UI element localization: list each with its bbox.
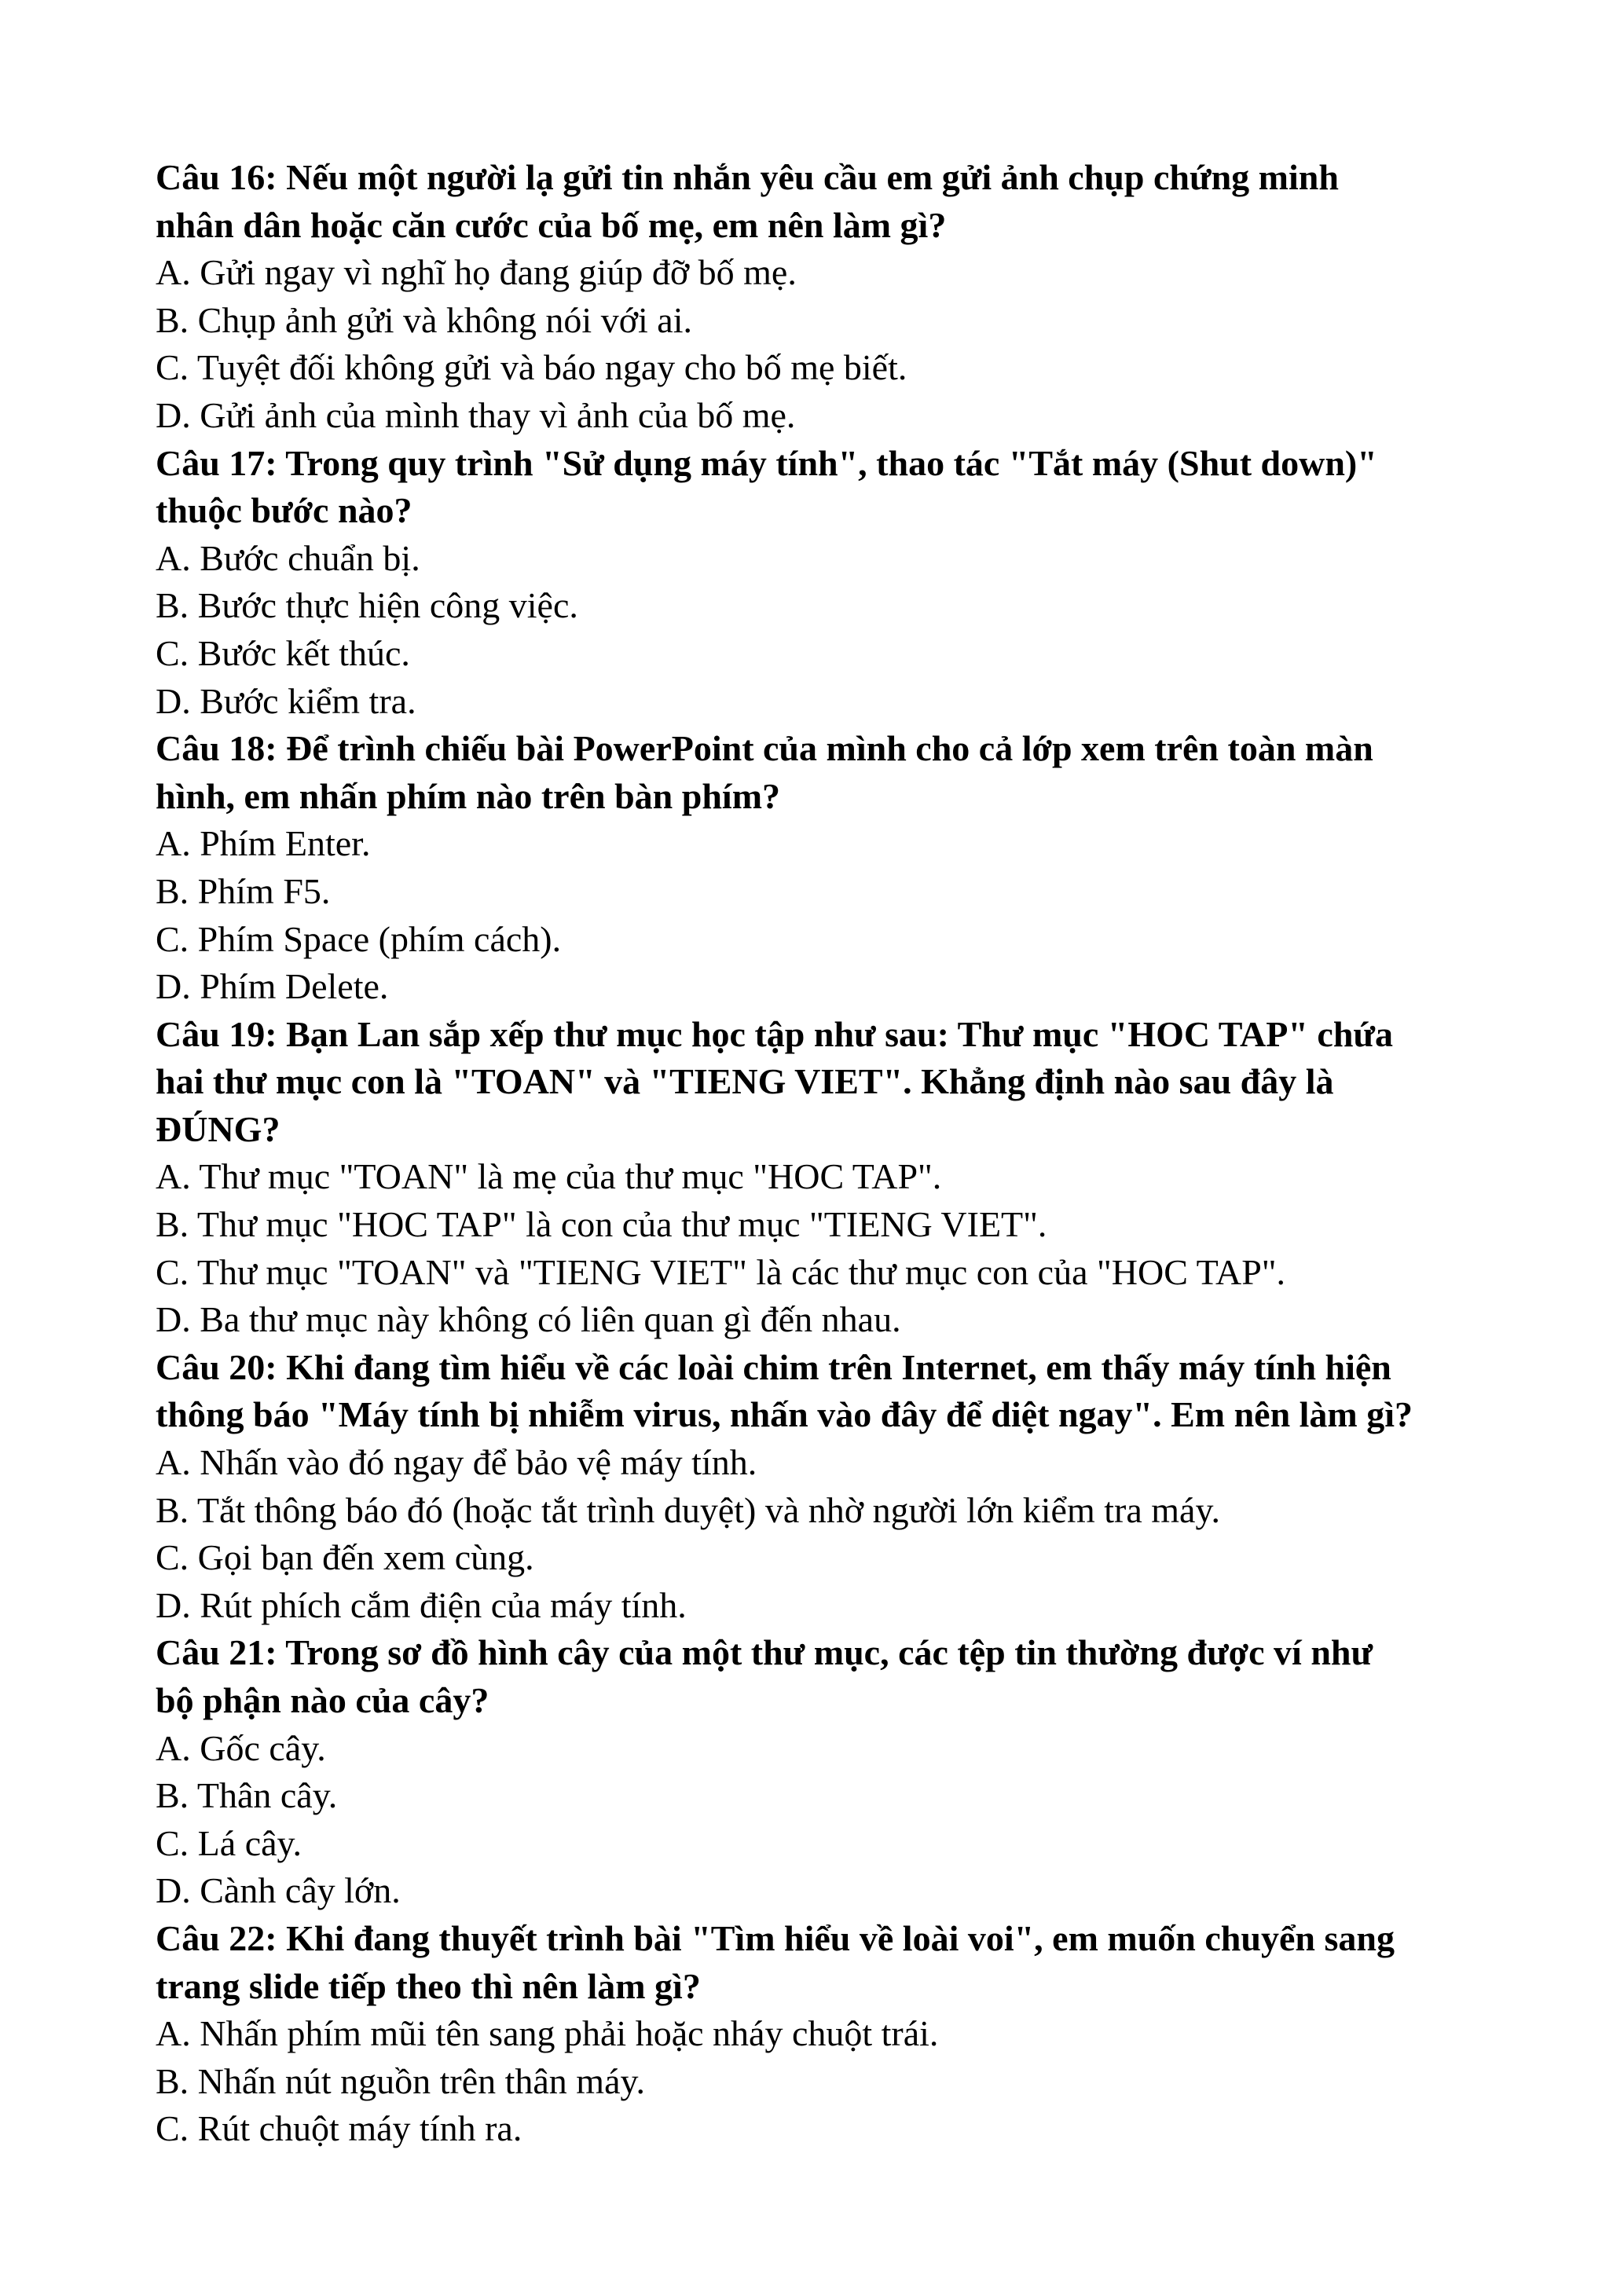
question-16: [156, 154, 1491, 440]
answer-option-c: C. Phím Space (phím cách).: [156, 918, 562, 959]
answer-option-b: B. Chụp ảnh gửi và không nói với ai.: [156, 299, 692, 340]
answer-option-a: A. Nhấn phím mũi tên sang phải hoặc nháy chuột trái.: [156, 2013, 939, 2054]
answer-option-d: D. Rút phích cắm điện của máy tính.: [156, 1584, 687, 1625]
answer-option-c: C. Rút chuột máy tính ra.: [156, 2108, 522, 2149]
question-18: [156, 725, 1491, 1011]
answer-option-b: B. Tắt thông báo đó (hoặc tắt trình duyệt) và nhờ người lớn kiểm tra máy.: [156, 1489, 1220, 1530]
answer-option-b: B. Bước thực hiện công việc.: [156, 585, 578, 626]
question-title: Câu 21: Trong sơ đồ hình cây của một thư mục, các tệp tin thường được ví như bộ phận nào của cây?: [156, 1632, 1373, 1720]
question-21: [156, 1629, 1491, 1915]
answer-option-c: C. Tuyệt đối không gửi và báo ngay cho bố mẹ biết.: [156, 347, 907, 388]
answer-option-c: C. Thư mục "TOAN" và "TIENG VIET" là các thư mục con của "HOC TAP".: [156, 1251, 1286, 1292]
answer-option-b: B. Nhấn nút nguồn trên thân máy.: [156, 2060, 646, 2101]
answer-option-c: C. Gọi bạn đến xem cùng.: [156, 1537, 534, 1578]
answer-option-b: B. Thư mục "HOC TAP" là con của thư mục "TIENG VIET".: [156, 1204, 1047, 1245]
question-19: [156, 1011, 1491, 1344]
question-title: Câu 18: Để trình chiếu bài PowerPoint của mình cho cả lớp xem trên toàn màn hình, em nhấn phím nào trên bàn phím?: [156, 728, 1373, 816]
answer-option-d: D. Phím Delete.: [156, 966, 389, 1007]
answer-option-b: B. Phím F5.: [156, 870, 331, 911]
answer-option-a: A. Thư mục "TOAN" là mẹ của thư mục "HOC TAP".: [156, 1156, 942, 1197]
question-title: Câu 19: Bạn Lan sắp xếp thư mục học tập như sau: Thư mục "HOC TAP" chứa hai thư mục con là "TOAN" và "TIENG VIET". Khẳng định nào sau đây là ĐÚNG?: [156, 1013, 1394, 1149]
answer-option-a: A. Bước chuẩn bị.: [156, 537, 420, 578]
question-17: [156, 440, 1491, 726]
document-page: [156, 154, 1491, 2153]
answer-option-a: A. Gốc cây.: [156, 1727, 326, 1768]
answer-option-a: A. Nhấn vào đó ngay để bảo vệ máy tính.: [156, 1442, 757, 1483]
question-title: Câu 22: Khi đang thuyết trình bài "Tìm hiểu về loài voi", em muốn chuyển sang trang slide tiếp theo thì nên làm gì?: [156, 1917, 1395, 2006]
answer-option-a: A. Phím Enter.: [156, 823, 371, 864]
answer-option-a: A. Gửi ngay vì nghĩ họ đang giúp đỡ bố mẹ.: [156, 252, 797, 293]
answer-option-d: D. Cành cây lớn.: [156, 1870, 401, 1911]
answer-option-d: D. Bước kiểm tra.: [156, 680, 416, 721]
question-title: Câu 16: Nếu một người lạ gửi tin nhắn yêu cầu em gửi ảnh chụp chứng minh nhân dân hoặc căn cước của bố mẹ, em nên làm gì?: [156, 157, 1339, 245]
answer-option-c: C. Bước kết thúc.: [156, 632, 410, 673]
question-title: Câu 20: Khi đang tìm hiểu về các loài chim trên Internet, em thấy máy tính hiện thông báo "Máy tính bị nhiễm virus, nhấn vào đây để diệt ngay". Em nên làm gì?: [156, 1346, 1413, 1435]
question-title: Câu 17: Trong quy trình "Sử dụng máy tính", thao tác "Tắt máy (Shut down)" thuộc bước nào?: [156, 442, 1377, 531]
answer-option-b: B. Thân cây.: [156, 1775, 338, 1816]
answer-option-d: D. Ba thư mục này không có liên quan gì đến nhau.: [156, 1299, 901, 1340]
question-20: [156, 1344, 1491, 1630]
answer-option-d: D. Gửi ảnh của mình thay vì ảnh của bố mẹ.: [156, 394, 796, 435]
answer-option-c: C. Lá cây.: [156, 1822, 302, 1863]
question-22: [156, 1915, 1491, 2153]
